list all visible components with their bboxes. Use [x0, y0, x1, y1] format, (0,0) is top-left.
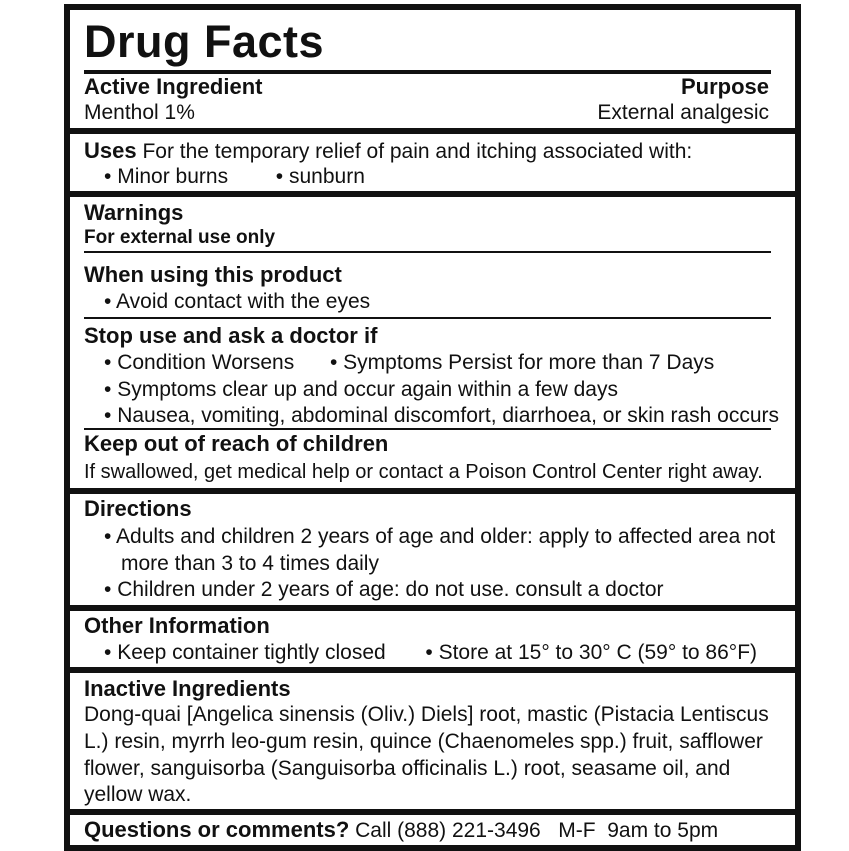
list-item-text: Symptoms clear up and occur again within a few days [117, 378, 618, 401]
inactive-heading: Inactive Ingredients [84, 676, 291, 701]
list-item: Minor burns [117, 165, 229, 188]
other-info-heading: Other Information [84, 613, 270, 638]
purpose-value: External analgesic [597, 101, 769, 124]
list-item [104, 403, 779, 429]
list-item: Condition Worsens [117, 351, 295, 374]
list-item [104, 577, 664, 603]
bullet-icon: • [104, 578, 112, 601]
list-item-continuation: more than 3 to 4 times daily [121, 552, 379, 575]
inactive-line: yellow wax. [84, 783, 192, 806]
warnings-heading: Warnings [84, 200, 184, 225]
keep-out-heading: Keep out of reach of children [84, 431, 389, 456]
subsection-divider [84, 317, 771, 319]
directions-heading: Directions [84, 496, 192, 521]
list-item-text: Adults and children 2 years of age and older: apply to affected area not [116, 525, 776, 548]
inactive-line: Dong-quai [Angelica sinensis (Oliv.) Diels] root, mastic (Pistacia Lentiscus [84, 703, 769, 726]
bullet-icon: • [104, 165, 112, 188]
section-divider [70, 667, 795, 673]
warnings-subheading: For external use only [84, 227, 276, 248]
purpose-heading: Purpose [680, 74, 769, 99]
subsection-divider [84, 251, 771, 253]
section-divider [70, 809, 795, 815]
bullet-icon: • [104, 525, 112, 548]
uses-list [104, 164, 365, 190]
list-item: sunburn [288, 165, 365, 188]
bullet-icon: • [275, 165, 284, 188]
questions-line [84, 817, 718, 844]
list-item [104, 524, 775, 550]
bullet-icon: • [329, 351, 338, 374]
uses-heading: Uses [84, 138, 137, 163]
uses-text: For the temporary relief of pain and itching associated with: [142, 140, 693, 163]
subsection-divider [84, 428, 771, 430]
bullet-icon: • [104, 290, 112, 313]
bullet-icon: • [104, 378, 112, 401]
bullet-icon: • [104, 404, 112, 427]
bullet-icon: • [104, 641, 112, 664]
stop-use-list-row [104, 350, 714, 376]
list-item: Store at 15° to 30° C (59° to 86°F) [438, 641, 758, 664]
stop-use-heading: Stop use and ask a doctor if [84, 323, 378, 348]
inactive-line: flower, sanguisorba (Sanguisorba officinalis L.) root, seasame oil, and [84, 757, 731, 780]
inactive-line: L.) resin, myrrh leo-gum resin, quince (Chaenomeles spp.) fruit, safflower [84, 730, 763, 753]
questions-heading: Questions or comments? [84, 817, 350, 842]
other-info-list [104, 640, 757, 666]
section-divider [70, 191, 795, 197]
page-title: Drug Facts [84, 16, 325, 67]
active-ingredient-heading: Active Ingredient [84, 74, 263, 99]
list-item [104, 377, 618, 403]
bullet-icon: • [425, 641, 433, 664]
bullet-icon: • [104, 351, 112, 374]
questions-text: Call (888) 221-3496 M-F 9am to 5pm [355, 819, 719, 842]
list-item-text: Nausea, vomiting, abdominal discomfort, diarrhoea, or skin rash occurs [117, 404, 780, 427]
list-item-text: Avoid contact with the eyes [116, 290, 371, 313]
drug-facts-panel [64, 4, 801, 851]
section-divider [70, 488, 795, 494]
uses-line [84, 138, 692, 165]
section-divider [70, 605, 795, 611]
active-ingredient-value: Menthol 1% [84, 101, 195, 124]
section-divider [70, 128, 795, 134]
list-item [104, 289, 370, 315]
keep-out-text: If swallowed, get medical help or contact a Poison Control Center right away. [84, 461, 763, 483]
list-item: Symptoms Persist for more than 7 Days [343, 351, 715, 374]
list-item-text: Children under 2 years of age: do not use. consult a doctor [117, 578, 664, 601]
list-item: Keep container tightly closed [117, 641, 386, 664]
when-using-heading: When using this product [84, 262, 342, 287]
